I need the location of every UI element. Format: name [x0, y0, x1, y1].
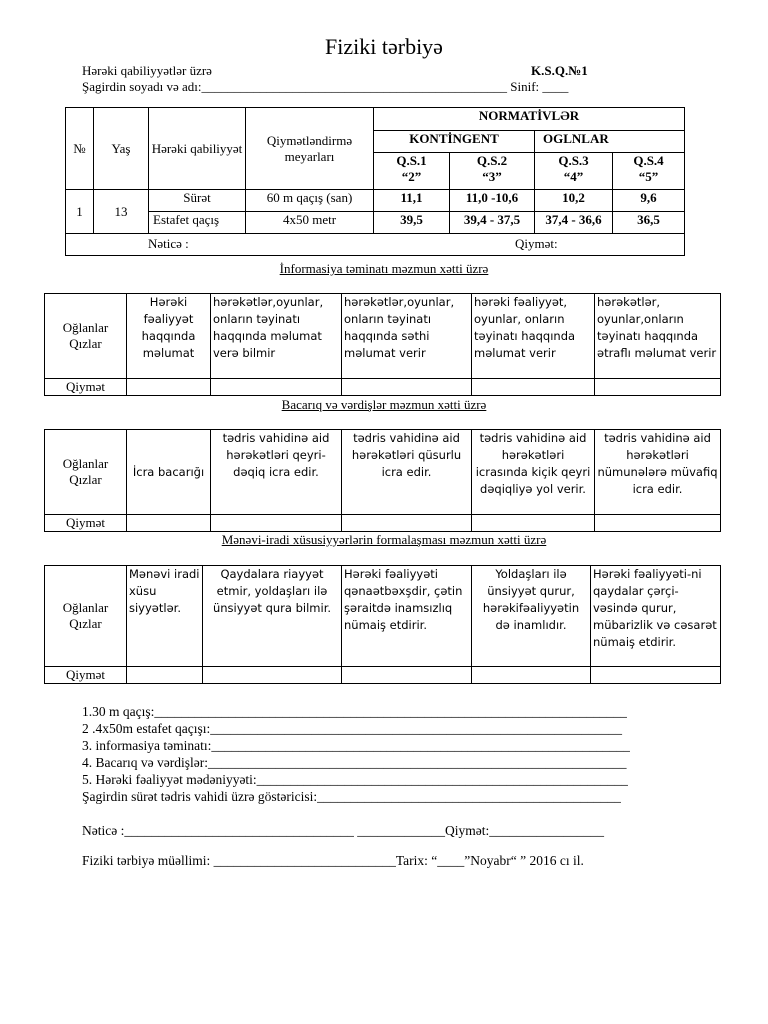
summary-line: 1.30 m qaçış:______________________________________________________________________	[82, 704, 627, 719]
row-age: 13	[94, 190, 149, 234]
result-line: Nəticə :__________________________________ _____________Qiymət:_________________	[82, 823, 604, 838]
section1-caption: İnformasiya təminatı məzmun xətti üzrə	[279, 261, 489, 276]
criteria-60m: 60 m qaçış (san)	[246, 190, 374, 212]
normatives-table	[65, 107, 685, 256]
result-label: Nəticə :	[148, 236, 189, 251]
contingent-header: KONTİNGENT	[374, 131, 535, 153]
grade-label: Qiymət	[45, 515, 127, 532]
topic-cell: İcra bacarığı	[127, 430, 211, 515]
topic-cell: Hərəki fəaliyyət haqqında məlumat	[127, 294, 211, 379]
topic-cell: Mənəvi iradi xüsu siyyətlər.	[127, 566, 203, 667]
level-cell: Yoldaşları ilə ünsiyyət qurur, hərəkifəaliyyətin də inamlıdır.	[472, 566, 591, 667]
qs2-header: Q.S.2 “3”	[450, 153, 535, 190]
value-cell: 39,5	[374, 212, 450, 234]
summary-line: 5. Hərəki fəaliyyət mədəniyyəti:_______________________________________________________	[82, 772, 628, 787]
summary-line: 3. informasiya təminatı:______________________________________________________________	[82, 738, 630, 753]
group-cell: Oğlanlar Qızlar	[45, 294, 127, 379]
form-code: K.S.Q.№1	[531, 63, 588, 78]
value-cell: 11,0 -10,6	[450, 190, 535, 212]
criteria-relay: 4x50 metr	[246, 212, 374, 234]
level-cell: hərəkətlər,oyunlar, onların təyinatı haqqında məlumat verə bilmir	[211, 294, 342, 379]
level-cell: tədris vahidinə aid hərəkətləri qüsurlu icra edir.	[342, 430, 472, 515]
value-cell: 11,1	[374, 190, 450, 212]
ability-speed: Sürət	[149, 190, 246, 212]
subtitle: Hərəki qabiliyyətlər üzrə	[82, 63, 212, 78]
qs4-header: Q.S.4 “5”	[613, 153, 685, 190]
teacher-line: Fiziki tərbiyə müəllimi: ___________________________Tarix: “____”Noyabr“ ” 2016 cı il.	[82, 853, 584, 868]
boys-header: OGLNLAR	[535, 131, 685, 153]
summary-line: 4. Bacarıq və vərdişlər:______________________________________________________________	[82, 755, 627, 770]
value-cell: 37,4 - 36,6	[535, 212, 613, 234]
grade-label: Qiymət	[45, 667, 127, 684]
level-cell: tədris vahidinə aid hərəkətləri qeyri-dəqiq icra edir.	[211, 430, 342, 515]
level-cell: Hərəki fəaliyyəti-ni qaydalar çərçi-vəsində qurur, mübarizlik və cəsarət nümaiş etdirir.	[591, 566, 721, 667]
qs3-header: Q.S.3 “4”	[535, 153, 613, 190]
level-cell: tədris vahidinə aid hərəkətləri nümunələrə müvafiq icra edir.	[595, 430, 721, 515]
level-cell: hərəkətlər,oyunlar, onların təyinatı haqqında səthi məlumat verir	[342, 294, 472, 379]
col-age: Yaş	[94, 108, 149, 190]
level-cell: tədris vahidinə aid hərəkətləri icrasında kiçik qeyri dəqiqliyə yol verir.	[472, 430, 595, 515]
col-criteria: Qiymətləndirmə meyarları	[246, 108, 374, 190]
section2-table	[44, 429, 721, 532]
normatives-header: NORMATİVLƏR	[374, 108, 685, 131]
qs1-header: Q.S.1 “2”	[374, 153, 450, 190]
value-cell: 36,5	[613, 212, 685, 234]
group-cell: Oğlanlar Qızlar	[45, 566, 127, 667]
section3-table	[44, 565, 721, 684]
value-cell: 9,6	[613, 190, 685, 212]
col-ability: Hərəki qabiliyyət	[149, 108, 246, 190]
group-cell: Oğlanlar Qızlar	[45, 430, 127, 515]
section2-caption: Bacarıq və vərdişlər məzmun xətti üzrə	[281, 397, 487, 412]
level-cell: Qaydalara riayyət etmir, yoldaşları ilə ünsiyyət qura bilmir.	[203, 566, 342, 667]
grade-label: Qiymət	[45, 379, 127, 396]
result-row	[66, 234, 685, 256]
section1-table	[44, 293, 721, 396]
col-no: №	[66, 108, 94, 190]
page-title: Fiziki tərbiyə	[325, 34, 443, 59]
section3-caption: Mənəvi-iradi xüsusiyyərlərin formalaşması məzmun xətti üzrə	[221, 532, 547, 547]
value-cell: 39,4 - 37,5	[450, 212, 535, 234]
level-cell: hərəki fəaliyyət, oyunlar, onların təyinatı haqqında məlumat verir	[472, 294, 595, 379]
value-cell: 10,2	[535, 190, 613, 212]
row-number: 1	[66, 190, 94, 234]
summary-line: 2 .4x50m estafet qaçışı:_____________________________________________________________	[82, 721, 622, 736]
level-cell: hərəkətlər, oyunlar,onların təyinatı haqqında ətraflı məlumat verir	[595, 294, 721, 379]
ability-relay: Estafet qaçış	[149, 212, 246, 234]
summary-line: Şagirdin sürət tədris vahidi üzrə göstəricisi:_____________________________________________	[82, 789, 621, 804]
grade-label: Qiymət:	[515, 236, 558, 251]
level-cell: Hərəki fəaliyyəti qənaətbəxşdir, çətin şəraitdə inamsızlıq nümaiş etdirir.	[342, 566, 472, 667]
student-name-line: Şagirdin soyadı və adı:_______________________________________________ Sinif: ____	[82, 79, 569, 94]
